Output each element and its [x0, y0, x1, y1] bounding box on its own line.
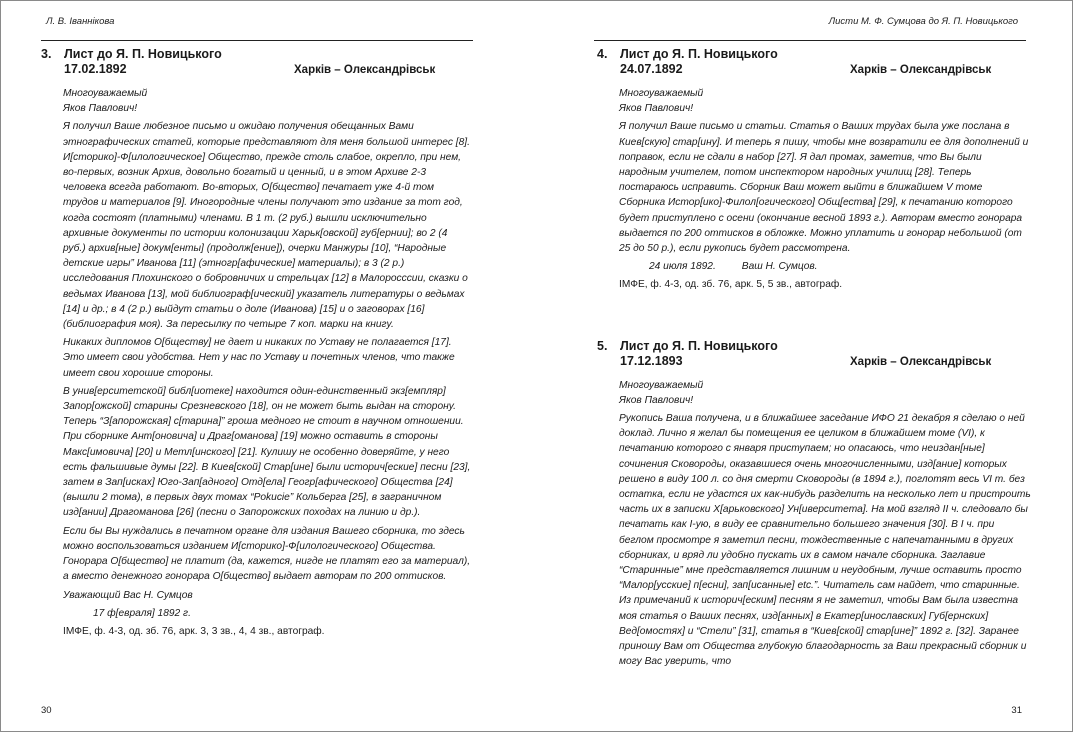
left-page — [1, 1, 537, 731]
letter-body — [597, 86, 1031, 293]
date-line — [619, 259, 1031, 274]
letter-place: Харків – Олександрівськ — [850, 64, 992, 76]
letter-number: 5. — [597, 338, 608, 353]
running-head-left: Л. В. Іваннікова — [46, 16, 115, 27]
paragraph: Никаких дипломов О[бществу] не дает и никаких по Уставу не полагается [17]. Это имеет свои удобства. Нет у нас по Уставу и почетных членов, что также имеет свои хорошие стороны. — [63, 337, 455, 379]
letter-4 — [597, 47, 1031, 293]
letter-date: 17.02.1892 — [64, 62, 127, 76]
letter-title: Лист до Я. П. Новицького — [620, 338, 778, 353]
header-rule — [41, 40, 473, 41]
letter-body — [597, 378, 1031, 670]
paragraph: Я получил Ваше письмо и статьи. Статья о Ваших трудах была уже послана в Киев[скую] стар[ину]. И теперь я пишу, чтобы мне возвратили ее для дополнений и поправок, если не сдали в набор [27]. Я дал промах, заметив, что Вы были народным учителем, потом инспектором народных училищ [28]. Теперь постараюсь исправить. Сборник Ваш может выйти в ближайшем V томе Сборника Истор[ико]-Филол[огического] Общ[ества] [29], к печатанию которого будет приступлено с осени (окончание весной 1893 г.). Авторам вместо гонорара выдается по 200 оттисков в обложке. Можно уплатить и гонорар небольшой (от 25 до 50 р.), если рукопись будет рассмотрена. — [619, 121, 1029, 255]
signature: Ваш Н. Сумцов. — [741, 261, 818, 273]
letter-heading — [597, 47, 1031, 78]
salutation-line-2: Яков Павлович! — [63, 103, 138, 115]
date-line: 17 ф[евраля] 1892 г. — [93, 607, 191, 619]
running-head-right: Листи М. Ф. Сумцова до Я. П. Новицького — [828, 16, 1018, 27]
right-content — [597, 47, 1031, 673]
letter-place: Харків – Олександрівськ — [850, 355, 992, 368]
letter-title: Лист до Я. П. Новицького — [620, 47, 778, 61]
salutation-line-2: Яков Павлович! — [619, 394, 694, 406]
page-number-left: 30 — [41, 705, 52, 716]
letter-heading — [41, 47, 471, 78]
letter-number: 3. — [41, 47, 52, 61]
paragraph: Если бы Вы нуждались в печатном органе для издания Вашего сборника, то здесь можно воспользоваться изданием И[сторико]-Ф[илологического] Общества. Гонорара О[бщество] не платит (да, кажется, нигде не платят его за материал), а вместо денежного гонорара О[бщество] выдает авторам по 200 оттисков. — [63, 525, 471, 583]
salutation-line-2: Яков Павлович! — [619, 103, 694, 115]
date-text: 24 июля 1892. — [649, 261, 716, 273]
letter-body — [41, 86, 471, 639]
salutation-line-1: Многоуважаемый — [619, 88, 704, 99]
letter-heading — [597, 339, 1031, 370]
closing: Уважающий Вас Н. Сумцов — [63, 589, 193, 601]
salutation-line-1: Многоуважаемый — [63, 88, 148, 99]
letter-number: 4. — [597, 47, 608, 61]
letter-3 — [41, 47, 471, 642]
paragraph: Рукопись Ваша получена, и в ближайшее заседание ИФО 21 декабря я сделаю о ней доклад. Лично я желал бы помещения ее целиком в ближайшем томе (VI), к печатанию которого с января приступаем; но опасаюсь, что неиздан[ные] сочинения Сковороды, оказавшиеся очень многочисленными, изд[ание] которых решено в виду 100 л. со дня смерти Сковороды (в 1894 г.), поглотят весь VI т. без остатка, если не удастся их как-нибудь разделить на несколько лет и пристроить часть их в записки Х[арьковского] Ун[иверситета]. На мой взгляд II ч. следовало бы печатать как I-ую, в виду ее сравнительно большего значения [30]. В I ч. при беглом просмотре я заметил песни, тождественные с напечатанными в других сборниках, и вряд ли удобно пускать их в самом начале сборника. Заглавие “Старинные” мне представляется лишним и неудобным, лучше оставить просто “Малор[усские] п[есни], зап[исанные] etc.”. Читатель сам найдет, что старинные. Из примечаний к историч[еским] песням я не заметил, чтобы Вам была известна моя статья о Ваших песнях, изд[анных] в Екатер[инославских] Губ[ернских] Вед[омостях] и “Стели” [31], статья в “Киев[ской] стар[ине]” 1892 г. [32]. Заранее приношу Вам от Общества глубокую благодарность за Ваш прекрасный сборник и могу Вас уверить, что — [619, 413, 1031, 668]
header-rule — [594, 40, 1026, 41]
letter-5 — [597, 339, 1031, 670]
archive-reference: ІМФЕ, ф. 4-3, од. зб. 76, арк. 5, 5 зв., автограф. — [619, 279, 843, 291]
letter-place: Харків – Олександрівськ — [294, 64, 436, 76]
letter-title: Лист до Я. П. Новицького — [64, 47, 222, 61]
archive-reference: ІМФЕ, ф. 4-3, од. зб. 76, арк. 3, 3 зв., 4, 4 зв., автограф. — [63, 625, 325, 637]
right-page — [538, 1, 1072, 731]
letter-date: 17.12.1893 — [620, 353, 683, 368]
paragraph: В унив[ерситетской] библ[иотеке] находится один-единственный экз[емпляр] Запор[ожской] старины Срезневского [18], он не может быть выдан на сторону. Теперь “З[апорожская] с[тарина]” гроша медного не стоит в научном отношении. При сборнике Ант[оновича] и Драг[оманова] [19] можно оставить в стороны Макс[имовича] [20] и Метл[инского] [21]. Кулишу не особенно доверяйте, у него есть фальшивые думы [22]. В Киев[ской] Стар[ине] были историч[еские] песни [23], затем в Зап[исках] Юго-Зап[адного] Отд[ела] Геогр[афического] Общества [24] (вышли 2 тома), в первых двух томах “Pokucie” Кольберга [25], в заграничном изд[ании] Драгоманова [26] (песни о Запорожских походах на линию и др.). — [63, 385, 471, 519]
letter-date: 24.07.1892 — [620, 62, 683, 76]
paragraph: Я получил Ваше любезное письмо и ожидаю получения обещанных Вами этнографических статей, которые представляют для меня большой интерес [8]. И[сторико]-Ф[илологическое] Общество, прежде столь слабое, окрепло, при нем, во-первых, возник Архив, довольно богатый и ценный, и в этом Архиве 2-3 человека всегда работают. Во-вторых, О[бщество] печатает уже 4-й том трудов и материалов [9]. Иногородные члены получают это издание за тот год, когда состоят (платными) членами. В 1 т. (2 руб.) вышли исключительно архивные документы по истории колонизации Харьк[овской] губ[ернии]; во 2 (4 руб.) архив[ные] докум[енты] (продолж[ение]), очерки Манжуры [10], “Народные детские игры” Иванова [11] (этногр[афические] материалы); в 3 (2 р.) исследования Плохинского о бобровничих и стрельцах [12] в Малоросссии, сказки о ведьмах Иванова [13], мой библиограф[ический] указатель литературы о ведьмах [14] и др.; в 4 (2 р.) выйдут статьи о доле (Иванова) [15] и о заговорах [16] (библиография моя). За пересылку по четыре 7 коп. марки на книгу. — [63, 121, 470, 331]
salutation-line-1: Многоуважаемый — [619, 379, 704, 391]
page-number-right: 31 — [1011, 705, 1022, 716]
